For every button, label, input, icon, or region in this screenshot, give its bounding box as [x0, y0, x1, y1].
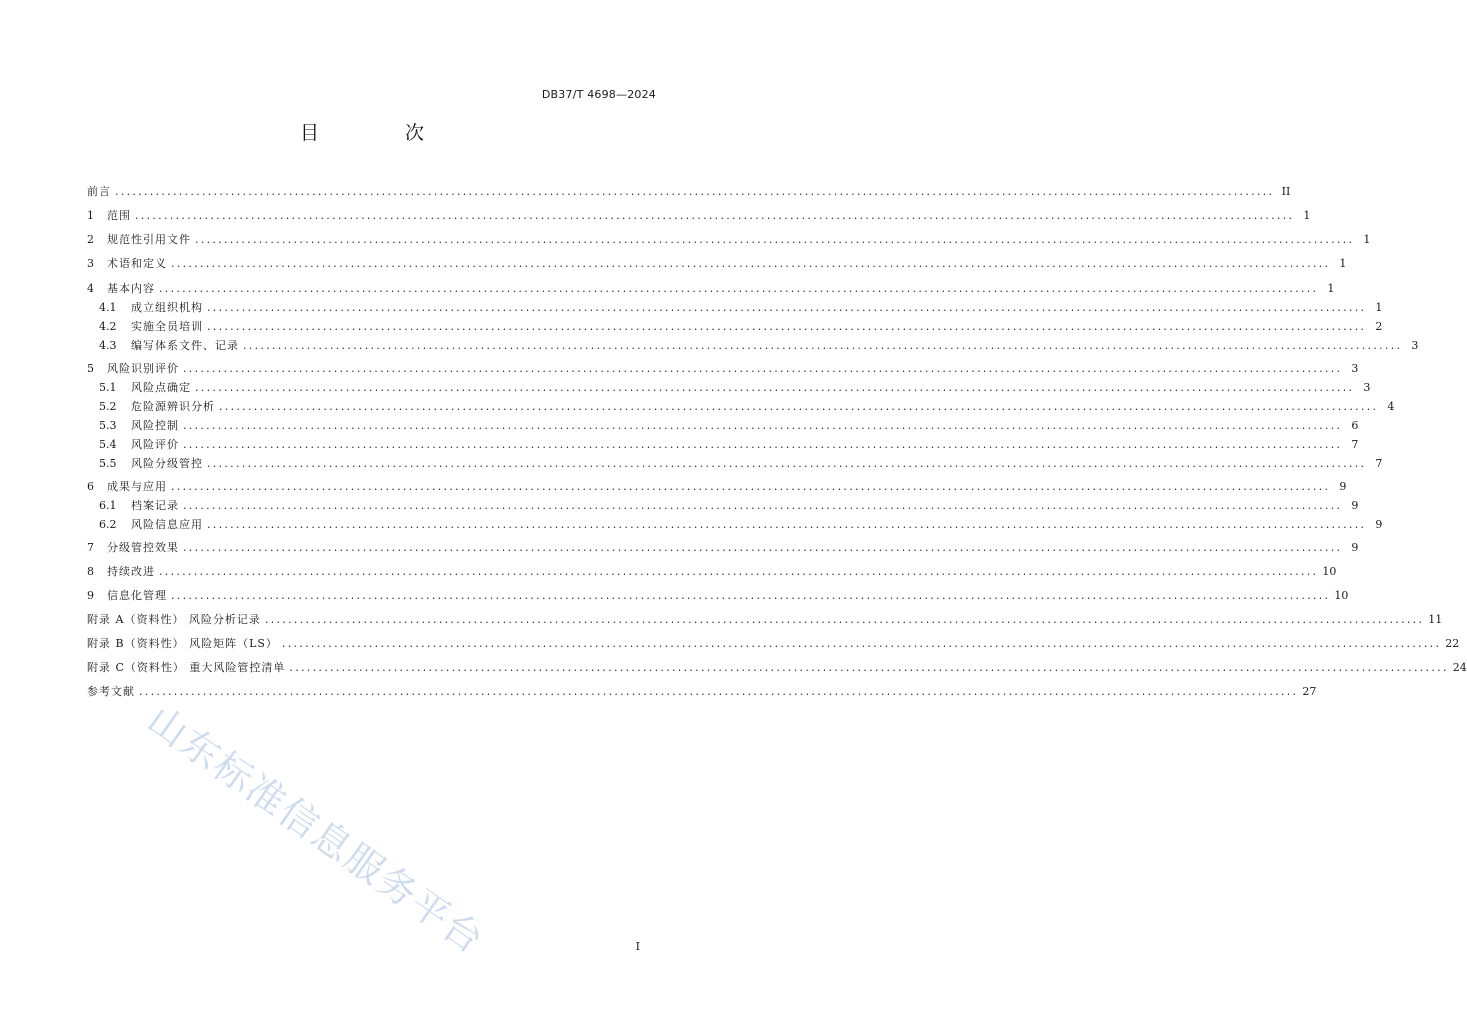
toc-entry[interactable]	[87, 297, 1383, 315]
toc-entry-page: 22	[1445, 637, 1460, 650]
toc-entry[interactable]	[87, 278, 1335, 296]
toc-entry[interactable]	[87, 495, 1359, 513]
toc-entry-number: 6	[87, 480, 94, 493]
toc-entry-number: 4	[87, 282, 94, 295]
dot-leader: ........................................................................................................................................................................................................	[171, 257, 1331, 270]
toc-entry[interactable]	[87, 681, 1317, 699]
toc-entry-page: 9	[1351, 541, 1359, 554]
toc-entry[interactable]	[87, 396, 1395, 414]
toc-entry-page: 1	[1339, 257, 1347, 270]
toc-entry[interactable]	[87, 316, 1383, 334]
toc-entry-number: 6.1	[99, 499, 117, 512]
toc-entry-page: 2	[1375, 320, 1383, 333]
toc-entry-label: 附录 C（资料性） 重大风险管控清单	[87, 661, 286, 674]
toc-entry-page: 9	[1351, 499, 1359, 512]
toc-entry-number: 7	[87, 541, 94, 554]
page-number: I	[635, 940, 640, 953]
toc-entry-number: 3	[87, 257, 94, 270]
toc-entry-label: 危险源辨识分析	[131, 400, 215, 413]
toc-entry-number: 1	[87, 209, 94, 222]
dot-leader: ........................................................................................................................................................................................................	[115, 185, 1275, 198]
toc-entry-label: 风险信息应用	[131, 518, 203, 531]
dot-leader: ........................................................................................................................................................................................................	[219, 400, 1379, 413]
document-code: DB37/T 4698—2024	[541, 88, 656, 101]
toc-entry[interactable]	[87, 415, 1359, 433]
toc-entry[interactable]	[87, 453, 1383, 471]
dot-leader: ........................................................................................................................................................................................................	[183, 499, 1343, 512]
toc-entry-number: 9	[87, 589, 94, 602]
dot-leader: ........................................................................................................................................................................................................	[207, 518, 1367, 531]
toc-entry-number: 5.5	[99, 457, 117, 470]
toc-entry-page: 1	[1327, 282, 1335, 295]
dot-leader: ........................................................................................................................................................................................................	[159, 282, 1319, 295]
dot-leader: ........................................................................................................................................................................................................	[207, 301, 1367, 314]
toc-entry-page: 1	[1375, 301, 1383, 314]
toc-entry-number: 4.2	[99, 320, 117, 333]
dot-leader: ........................................................................................................................................................................................................	[207, 320, 1367, 333]
toc-entry-number: 5.2	[99, 400, 117, 413]
toc-entry[interactable]	[87, 181, 1291, 199]
dot-leader: ........................................................................................................................................................................................................	[183, 541, 1343, 554]
toc-entry-page: 10	[1322, 565, 1337, 578]
dot-leader: ........................................................................................................................................................................................................	[281, 637, 1442, 650]
toc-entry[interactable]	[87, 253, 1347, 271]
toc-entry-label: 成果与应用	[107, 480, 167, 493]
dot-leader: ........................................................................................................................................................................................................	[264, 613, 1425, 626]
dot-leader: ........................................................................................................................................................................................................	[207, 457, 1367, 470]
toc-entry-page: 7	[1375, 457, 1383, 470]
toc-entry-number: 2	[87, 233, 94, 246]
toc-entry-label: 基本内容	[107, 282, 155, 295]
toc-entry-page: 11	[1428, 613, 1443, 626]
toc-entry-label: 风险点确定	[131, 381, 191, 394]
toc-entry[interactable]	[87, 377, 1371, 395]
toc-entry-label: 风险分级管控	[131, 457, 203, 470]
toc-entry[interactable]	[87, 609, 1443, 627]
toc-entry[interactable]	[87, 514, 1383, 532]
toc-entry-label: 风险识别评价	[107, 362, 179, 375]
toc-entry-label: 实施全员培训	[131, 320, 203, 333]
toc-entry-label: 分级管控效果	[107, 541, 179, 554]
dot-leader: ........................................................................................................................................................................................................	[139, 685, 1299, 698]
toc-entry-label: 风险评价	[131, 438, 179, 451]
toc-entry-number: 4.1	[99, 301, 117, 314]
toc-entry-label: 持续改进	[107, 565, 155, 578]
toc-entry-label: 档案记录	[131, 499, 179, 512]
toc-entry-number: 5.1	[99, 381, 117, 394]
toc-entry-page: 9	[1339, 480, 1347, 493]
toc-entry-label: 风险控制	[131, 419, 179, 432]
toc-entry[interactable]	[87, 537, 1359, 555]
toc-entry-page: 24	[1452, 661, 1467, 674]
toc-entry-label: 附录 B（资料性） 风险矩阵（LS）	[87, 637, 278, 650]
toc-entry-number: 5.4	[99, 438, 117, 451]
toc-entry-page: 3	[1411, 339, 1419, 352]
dot-leader: ........................................................................................................................................................................................................	[195, 233, 1355, 246]
watermark: 山东标准信息服务平台	[139, 697, 493, 963]
toc-entry-label: 成立组织机构	[131, 301, 203, 314]
toc-entry[interactable]	[87, 229, 1371, 247]
toc-entry-label: 规范性引用文件	[107, 233, 191, 246]
toc-entry-page: 4	[1387, 400, 1395, 413]
dot-leader: ........................................................................................................................................................................................................	[135, 209, 1295, 222]
dot-leader: ........................................................................................................................................................................................................	[171, 480, 1331, 493]
toc-entry[interactable]	[87, 205, 1311, 223]
toc-entry-number: 4.3	[99, 339, 117, 352]
toc-entry-page: II	[1281, 185, 1291, 198]
toc-entry[interactable]	[87, 561, 1337, 579]
toc-entry-label: 附录 A（资料性） 风险分析记录	[87, 613, 261, 626]
toc-entry-page: 1	[1303, 209, 1311, 222]
toc-entry[interactable]	[87, 476, 1347, 494]
toc-entry[interactable]	[87, 335, 1419, 353]
toc-entry-label: 信息化管理	[107, 589, 167, 602]
dot-leader: ........................................................................................................................................................................................................	[183, 362, 1343, 375]
toc-entry-number: 6.2	[99, 518, 117, 531]
toc-entry-number: 5	[87, 362, 94, 375]
toc-entry[interactable]	[87, 434, 1359, 452]
toc-entry[interactable]	[87, 633, 1460, 651]
toc-entry-label: 编写体系文件、记录	[131, 339, 239, 352]
toc-entry-page: 3	[1351, 362, 1359, 375]
toc-entry-label: 参考文献	[87, 685, 135, 698]
toc-entry-number: 8	[87, 565, 94, 578]
toc-entry[interactable]	[87, 358, 1359, 376]
toc-entry-page: 9	[1375, 518, 1383, 531]
dot-leader: ........................................................................................................................................................................................................	[183, 419, 1343, 432]
toc-title: 目 次	[299, 122, 465, 144]
dot-leader: ........................................................................................................................................................................................................	[159, 565, 1319, 578]
toc-entry-label: 前言	[87, 185, 111, 198]
dot-leader: ........................................................................................................................................................................................................	[183, 438, 1343, 451]
toc-entry-label: 范围	[107, 209, 131, 222]
toc-entry-page: 6	[1351, 419, 1359, 432]
toc-entry-page: 3	[1363, 381, 1371, 394]
dot-leader: ........................................................................................................................................................................................................	[243, 339, 1403, 352]
toc-entry[interactable]	[87, 657, 1467, 675]
toc-entry[interactable]	[87, 585, 1349, 603]
toc-entry-page: 1	[1363, 233, 1371, 246]
toc-entry-number: 5.3	[99, 419, 117, 432]
dot-leader: ........................................................................................................................................................................................................	[195, 381, 1355, 394]
toc-entry-label: 术语和定义	[107, 257, 167, 270]
toc-entry-page: 27	[1302, 685, 1317, 698]
toc-entry-page: 10	[1334, 589, 1349, 602]
dot-leader: ........................................................................................................................................................................................................	[171, 589, 1331, 602]
dot-leader: ........................................................................................................................................................................................................	[289, 661, 1449, 674]
toc-entry-page: 7	[1351, 438, 1359, 451]
